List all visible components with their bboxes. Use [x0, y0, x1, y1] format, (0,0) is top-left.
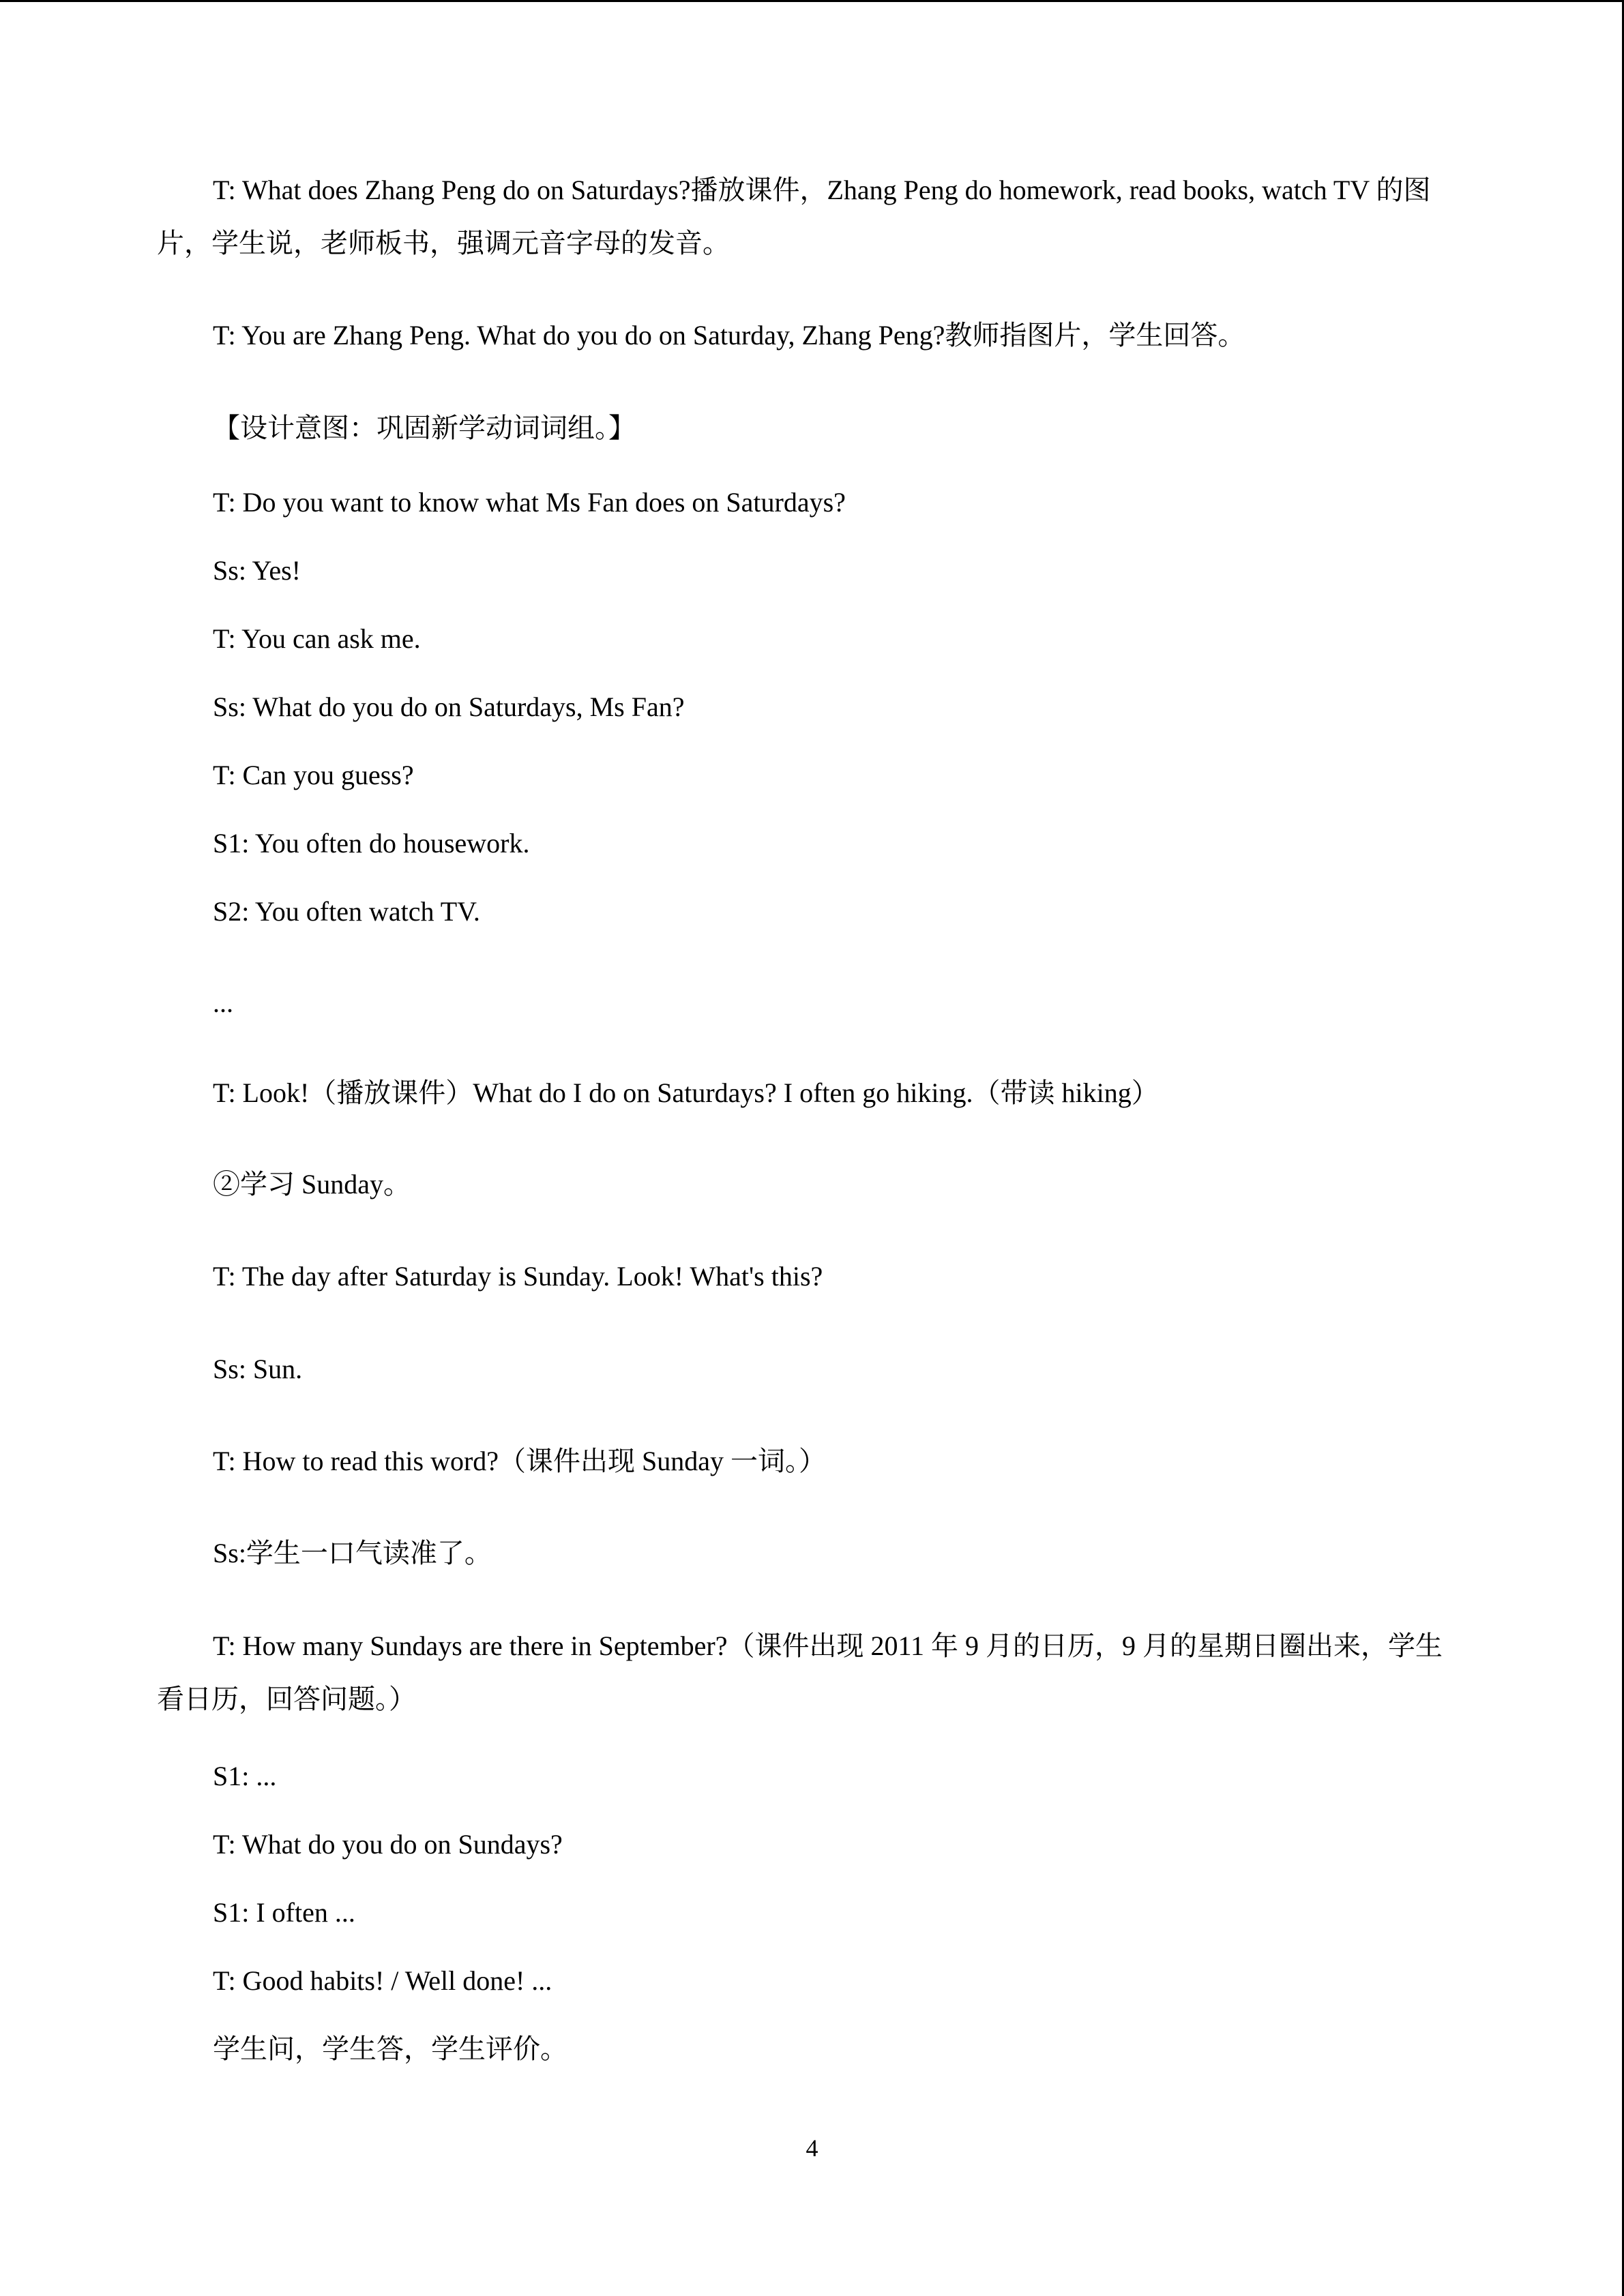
paragraph-18: S1: I often ... [213, 1897, 355, 1928]
paragraph-1: T: What does Zhang Peng do on Saturdays?播放课件，Zhang Peng do homework, read books, watch TV 的图片，学生说，老师板书，强调元音字母的发音。 [157, 175, 1431, 258]
paragraph-10: T: Look!（播放课件）What do I do on Saturdays? I often go hiking.（带读 hiking） [213, 1077, 1159, 1108]
paragraph-14: Ss:学生一口气读准了。 [213, 1538, 492, 1568]
paragraph-7: T: Can you guess? [213, 760, 414, 790]
paragraph-20: 学生问，学生答，学生评价。 [213, 2033, 567, 2064]
paragraph-6: Ss: What do you do on Saturdays, Ms Fan? [213, 691, 685, 722]
paragraph-12: Ss: Sun. [213, 1354, 303, 1384]
page-number: 4 [806, 2134, 818, 2162]
section-heading-sunday: ②学习 Sunday。 [213, 1169, 411, 1199]
paragraph-11: T: The day after Saturday is Sunday. Look! What's this? [213, 1261, 823, 1292]
paragraph-13: T: How to read this word?（课件出现 Sunday 一词。） [213, 1446, 827, 1476]
design-intent-note: 【设计意图：巩固新学动词词组。】 [213, 413, 636, 443]
paragraph-17: T: What do you do on Sundays? [213, 1829, 563, 1860]
paragraph-3: T: Do you want to know what Ms Fan does on Saturdays? [213, 487, 846, 518]
paragraph-2: T: You are Zhang Peng. What do you do on Saturday, Zhang Peng?教师指图片，学生回答。 [213, 320, 1245, 351]
paragraph-ellipsis: ... [213, 987, 233, 1018]
paragraph-9: S2: You often watch TV. [213, 896, 480, 927]
paragraph-8: S1: You often do housework. [213, 828, 530, 859]
paragraph-15: T: How many Sundays are there in September?（课件出现 2011 年 9 月的日历，9 月的星期日圈出来，学生看日历，回答问题。） [157, 1630, 1443, 1714]
paragraph-4: Ss: Yes! [213, 555, 301, 586]
paragraph-5: T: You can ask me. [213, 623, 421, 654]
page-top-border [0, 0, 1624, 2]
paragraph-16: S1: ... [213, 1761, 277, 1791]
paragraph-19: T: Good habits! / Well done! ... [213, 1965, 552, 1996]
